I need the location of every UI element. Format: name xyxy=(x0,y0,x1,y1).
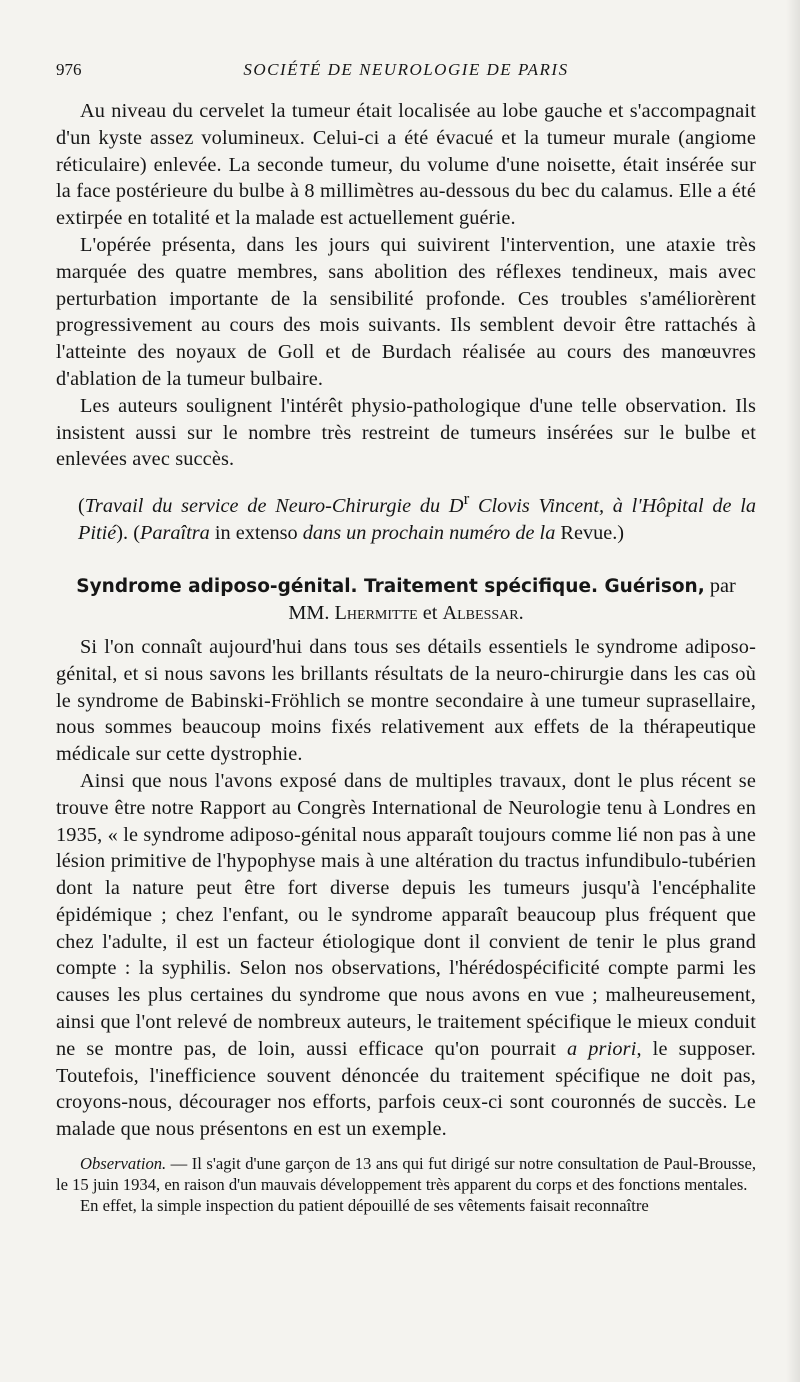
paragraph-part: Ainsi que nous l'avons exposé dans de multiples travaux, dont le plus récent se trouve être notre Rapport au Congrès International de Neurologie tenu à Londres en 1935, « le syndrome adiposo-génital nous apparaît toujours comme lié non pas à une lésion primitive de l'hypophyse mais à une altération du tractus infundibulo-tubérien dont la nature peut être fort diverse depuis les tumeurs jusqu'à l'encéphalite épidémique ; chez l'enfant, ou le syndrome apparaît beaucoup plus fréquent que chez l'adulte, il est un facteur étiologique dont il convient de tenir le plus grand compte : la syphilis. Selon nos observations, l'hérédospécificité compte parmi les causes les plus certaines du syndrome que nous avons en vue ; malheureusement, ainsi que l'ont relevé de nombreux auteurs, le traitement spécifique le mieux conduit ne se montre pas, de loin, aussi efficace qu'on pourrait xyxy=(56,769,756,1060)
paragraph: L'opérée présenta, dans les jours qui suivirent l'intervention, une ataxie très marquée des quatre membres, sans abolition des réflexes tendineux, mais avec perturbation importante de la sensibilité profonde. Ces troubles s'améliorèrent progressivement au cours des mois suivants. Ils semblent devoir être rattachés à l'atteinte des noyaux de Goll et de Burdach réalisée au cours des manœuvres d'ablation de la tumeur bulbaire. xyxy=(56,233,756,390)
source-italic-2: Clovis Vincent, à l'Hôpital de la Pitié xyxy=(78,494,756,544)
source-superscript: r xyxy=(463,489,470,509)
running-head: SOCIÉTÉ DE NEUROLOGIE DE PARIS xyxy=(243,60,569,79)
page-header xyxy=(56,60,756,88)
paragraph: Si l'on connaît aujourd'hui dans tous ses détails essentiels le syndrome adiposo-génital, et si nous savons les brillants résultats de la neuro-chirurgie dans les cas où le syndrome de Babinski-Fröhlich se montre secondaire à une tumeur suprasellaire, nous sommes beaucoup moins fixés relativement aux effets de la thérapeutique médicale sur cette dystrophie. xyxy=(56,635,756,766)
body-text xyxy=(56,98,756,1217)
title-authors xyxy=(56,600,756,626)
source-mid: ). ( xyxy=(116,521,140,544)
source-roman-1: in extenso xyxy=(209,521,303,544)
author-2: Albessar. xyxy=(442,601,524,624)
observation-note xyxy=(56,1153,756,1195)
source-open-paren: ( xyxy=(78,494,85,517)
authors-prefix: MM. xyxy=(288,601,335,624)
author-1: Lhermitte xyxy=(334,601,418,624)
source-italic-3: Paraîtra xyxy=(139,521,210,544)
observation-continuation: En effet, la simple inspection du patient dépouillé de ses vêtements faisait reconnaître xyxy=(80,1196,649,1216)
title-by: par xyxy=(704,574,736,597)
paragraph xyxy=(56,768,756,1143)
paragraph: Les auteurs soulignent l'intérêt physio-pathologique d'une telle observation. Ils insistent aussi sur le nombre très restreint de tumeurs insérées sur le bulbe et enlevées avec succès. xyxy=(56,394,756,471)
paragraph: Au niveau du cervelet la tumeur était localisée au lobe gauche et s'accompagnait d'un kyste assez volumineux. Celui-ci a été évacué et la tumeur murale (angiome réticulaire) enlevée. La seconde tumeur, du volume d'une noisette, était insérée sur la face postérieure du bulbe à 8 millimètres au-dessous du bec du calamus. Elle a été extirpée en totalité et la malade est actuellement guérie. xyxy=(56,100,756,230)
title-line xyxy=(56,573,756,600)
observation-label: Observation. xyxy=(80,1154,167,1174)
title-main: Syndrome adiposo-génital. Traitement spécifique. Guérison, xyxy=(76,575,705,597)
observation-text: — Il s'agit d'une garçon de 13 ans qui fut dirigé sur notre consultation de Paul-Brousse, le 15 juin 1934, en raison d'un mauvais développement très apparent du corps et des fonctions mentales. xyxy=(56,1154,756,1195)
authors-and: et xyxy=(417,601,443,624)
source-italic-1: Travail du service de Neuro-Chirurgie du D xyxy=(84,494,464,517)
page-edge-shadow xyxy=(786,0,800,1382)
paragraph-part: , le supposer. Toutefois, l'inefficience souvent dénoncée du traitement spécifique ne doit pas, croyons-nous, décourager nos efforts, parfois ceux-ci sont couronnés de succès. Le malade que nous présentons en est un exemple. xyxy=(56,1037,757,1141)
source-note xyxy=(56,485,756,547)
article-title xyxy=(56,573,756,626)
source-italic-4: dans un prochain numéro de la xyxy=(302,521,556,544)
page-number: 976 xyxy=(56,60,82,79)
source-roman-2: Revue.) xyxy=(555,521,625,544)
paragraph-italic: a priori xyxy=(566,1037,637,1060)
